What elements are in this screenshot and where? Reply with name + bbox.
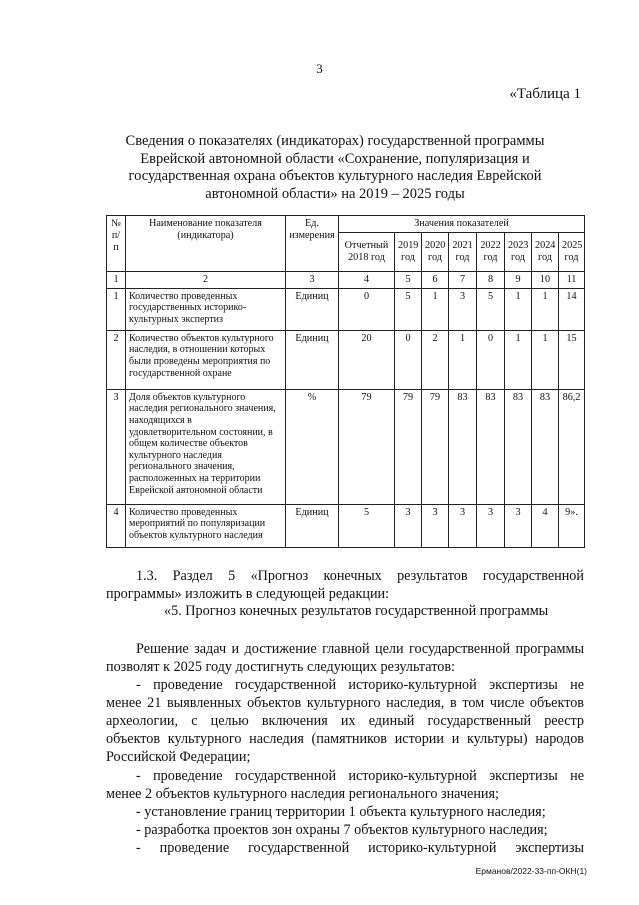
row-value: 2 [422, 330, 449, 389]
row-value: 0 [395, 330, 422, 389]
col-number: 10 [532, 271, 559, 288]
col-number: 2 [126, 271, 286, 288]
result-item-4: - разработка проектов зон охраны 7 объектов культурного наследия; [136, 822, 548, 838]
header-year: 2022 год [477, 232, 505, 271]
col-number: 9 [505, 271, 532, 288]
header-values: Значения показателей [339, 216, 585, 233]
row-value: 20 [339, 330, 395, 389]
header-year: 2020 год [422, 232, 449, 271]
row-value: 83 [505, 389, 532, 504]
row-value: 9». [559, 504, 585, 547]
row-name: Количество объектов культурного наследия, в отношении которых были проведены мероприятия по государственной охране [126, 330, 286, 389]
result-item-1-line: менее 21 выявленных объектов культурного наследия, в том числе объектов [106, 695, 584, 711]
table-row [107, 330, 585, 389]
result-item-2-line: менее 2 объектов культурного наследия регионального значения; [106, 786, 499, 802]
row-value: 3 [477, 504, 505, 547]
result-item-1-line: Российской Федерации; [106, 749, 251, 765]
row-value: 15 [559, 330, 585, 389]
header-unit: Ед. измерения [286, 216, 339, 272]
col-number: 11 [559, 271, 585, 288]
row-value: 3 [449, 504, 477, 547]
row-value: 83 [532, 389, 559, 504]
row-value: 1 [449, 330, 477, 389]
header-row [107, 216, 585, 233]
result-item-2: - проведение государственной историко-культурной экспертизы не [136, 768, 584, 784]
row-name: Количество проведенных государственных историко-культурных экспертиз [126, 288, 286, 330]
table-row [107, 504, 585, 547]
row-name: Доля объектов культурного наследия регионального значения, находящихся в удовлетворительном состоянии, в общем количестве объектов культурного наследия регионального значения, расположенных на территории Еврейской автономной области [126, 389, 286, 504]
row-value: 3 [449, 288, 477, 330]
row-num: 3 [107, 389, 126, 504]
header-year: 2019 год [395, 232, 422, 271]
row-value: 1 [532, 330, 559, 389]
table-title: Сведения о показателях (индикаторах) государственной программы Еврейской автономной области «Сохранение, популяризация и государственная охрана объектов культурного наследия Еврейской автономной области» на 2019 – 2025 годы [125, 133, 545, 202]
col-number: 6 [422, 271, 449, 288]
row-value: 1 [532, 288, 559, 330]
row-unit: Единиц [286, 504, 339, 547]
row-value: 83 [449, 389, 477, 504]
col-number: 8 [477, 271, 505, 288]
paragraph-intro: Решение задач и достижение главной цели государственной программы [136, 641, 584, 657]
row-value: 3 [422, 504, 449, 547]
document-footer-code: Ерманов/2022-33-пп-ОКН(1) [475, 866, 587, 876]
row-value: 79 [339, 389, 395, 504]
paragraph-section-1-3-cont: программы» изложить в следующей редакции: [106, 586, 390, 602]
col-number: 3 [286, 271, 339, 288]
row-value: 86,2 [559, 389, 585, 504]
indicators-table [106, 215, 585, 548]
table-row [107, 288, 585, 330]
row-unit: % [286, 389, 339, 504]
row-value: 4 [532, 504, 559, 547]
header-year: 2025 год [559, 232, 585, 271]
row-value: 0 [477, 330, 505, 389]
header-report-year: Отчетный 2018 год [339, 232, 395, 271]
row-value: 5 [395, 288, 422, 330]
row-value: 79 [395, 389, 422, 504]
row-num: 2 [107, 330, 126, 389]
row-value: 83 [477, 389, 505, 504]
row-value: 14 [559, 288, 585, 330]
table-row [107, 389, 585, 504]
row-unit: Единиц [286, 330, 339, 389]
result-item-1: - проведение государственной историко-культурной экспертизы не [136, 677, 584, 693]
header-year: 2024 год [532, 232, 559, 271]
row-value: 1 [505, 288, 532, 330]
paragraph-intro-cont: позволят к 2025 году достигнуть следующих результатов: [106, 659, 455, 675]
row-value: 5 [339, 504, 395, 547]
result-item-1-line: археологии, с целью включения их единый государственный реестр [106, 713, 584, 729]
col-number: 5 [395, 271, 422, 288]
row-value: 0 [339, 288, 395, 330]
row-name: Количество проведенных мероприятий по популяризации объектов культурного наследия [126, 504, 286, 547]
row-unit: Единиц [286, 288, 339, 330]
row-value: 1 [505, 330, 532, 389]
row-num: 4 [107, 504, 126, 547]
row-value: 5 [477, 288, 505, 330]
header-num: № п/п [107, 216, 126, 272]
table-label: «Таблица 1 [509, 86, 581, 102]
row-value: 3 [505, 504, 532, 547]
col-number: 1 [107, 271, 126, 288]
column-number-row [107, 271, 585, 288]
section-5-heading: «5. Прогноз конечных результатов государственной программы [164, 603, 549, 619]
page-number: 3 [316, 61, 323, 76]
result-item-3: - установление границ территории 1 объекта культурного наследия; [136, 804, 546, 820]
row-value: 79 [422, 389, 449, 504]
result-item-5: - проведение государственной историко-культурной экспертизы [136, 840, 584, 856]
row-value: 1 [422, 288, 449, 330]
col-number: 7 [449, 271, 477, 288]
header-year: 2023 год [505, 232, 532, 271]
row-value: 3 [395, 504, 422, 547]
header-name: Наименование показателя (индикатора) [126, 216, 286, 272]
header-year: 2021 год [449, 232, 477, 271]
paragraph-section-1-3: 1.3. Раздел 5 «Прогноз конечных результатов государственной [136, 568, 584, 584]
row-num: 1 [107, 288, 126, 330]
result-item-1-line: объектов культурного наследия (памятников истории и культуры) народов [106, 731, 584, 747]
col-number: 4 [339, 271, 395, 288]
